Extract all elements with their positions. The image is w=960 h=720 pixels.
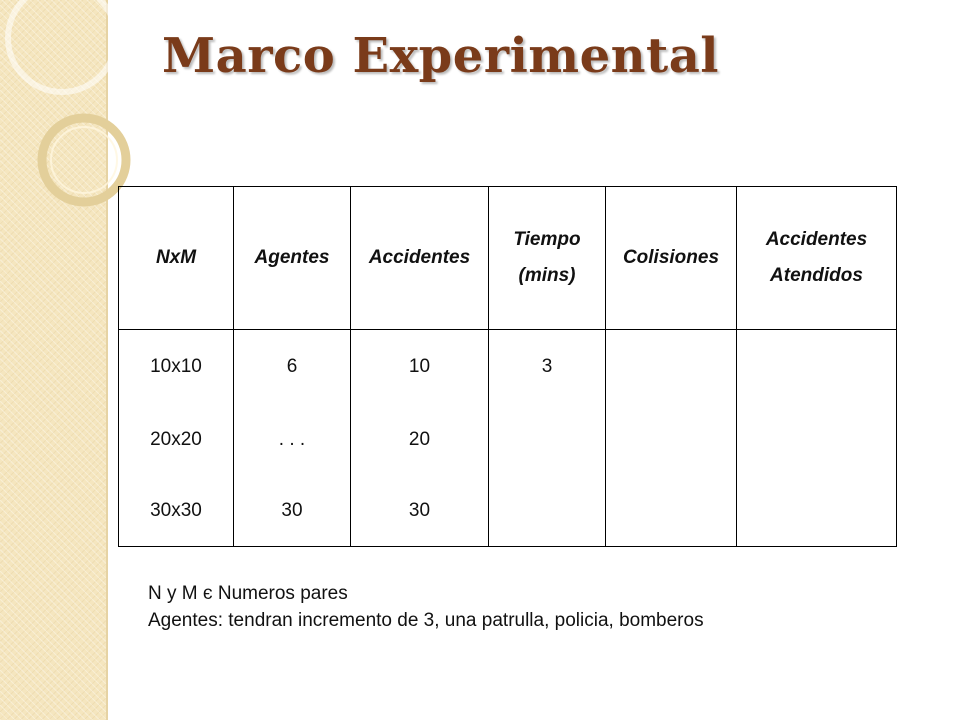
cell-accidentes-atendidos	[737, 476, 897, 547]
table-row	[119, 476, 897, 547]
header-accidentes: Accidentes	[351, 187, 489, 330]
cell-agentes: 30	[234, 476, 351, 547]
middle-ring-highlight	[51, 127, 117, 193]
cell-agentes: . . .	[234, 404, 351, 476]
header-colisiones: Colisiones	[606, 187, 737, 330]
cell-accidentes: 10	[351, 330, 489, 405]
table-header-row	[119, 187, 897, 330]
upper-ring	[8, 0, 116, 92]
experiment-table	[118, 186, 897, 547]
cell-nxm: 20x20	[119, 404, 234, 476]
cell-tiempo: 3	[489, 330, 606, 405]
cell-nxm: 30x30	[119, 476, 234, 547]
notes-block	[148, 580, 704, 634]
header-nxm: NxM	[119, 187, 234, 330]
cell-colisiones	[606, 404, 737, 476]
cell-colisiones	[606, 476, 737, 547]
cell-accidentes: 20	[351, 404, 489, 476]
cell-nxm: 10x10	[119, 330, 234, 405]
header-accidentes-atendidos: Accidentes Atendidos	[737, 187, 897, 330]
cell-accidentes: 30	[351, 476, 489, 547]
cell-colisiones	[606, 330, 737, 405]
cell-tiempo	[489, 476, 606, 547]
table-row	[119, 330, 897, 405]
header-agentes: Agentes	[234, 187, 351, 330]
note-line-1: N y M є Numeros pares	[148, 583, 348, 604]
note-line-2: Agentes: tendran incremento de 3, una patrulla, policia, bomberos	[148, 610, 704, 631]
slide-title: Marco Experimental	[162, 28, 720, 84]
cell-agentes: 6	[234, 330, 351, 405]
cell-tiempo	[489, 404, 606, 476]
cell-accidentes-atendidos	[737, 330, 897, 405]
table-row	[119, 404, 897, 476]
cell-accidentes-atendidos	[737, 404, 897, 476]
header-tiempo: Tiempo (mins)	[489, 187, 606, 330]
middle-ring	[42, 118, 126, 202]
